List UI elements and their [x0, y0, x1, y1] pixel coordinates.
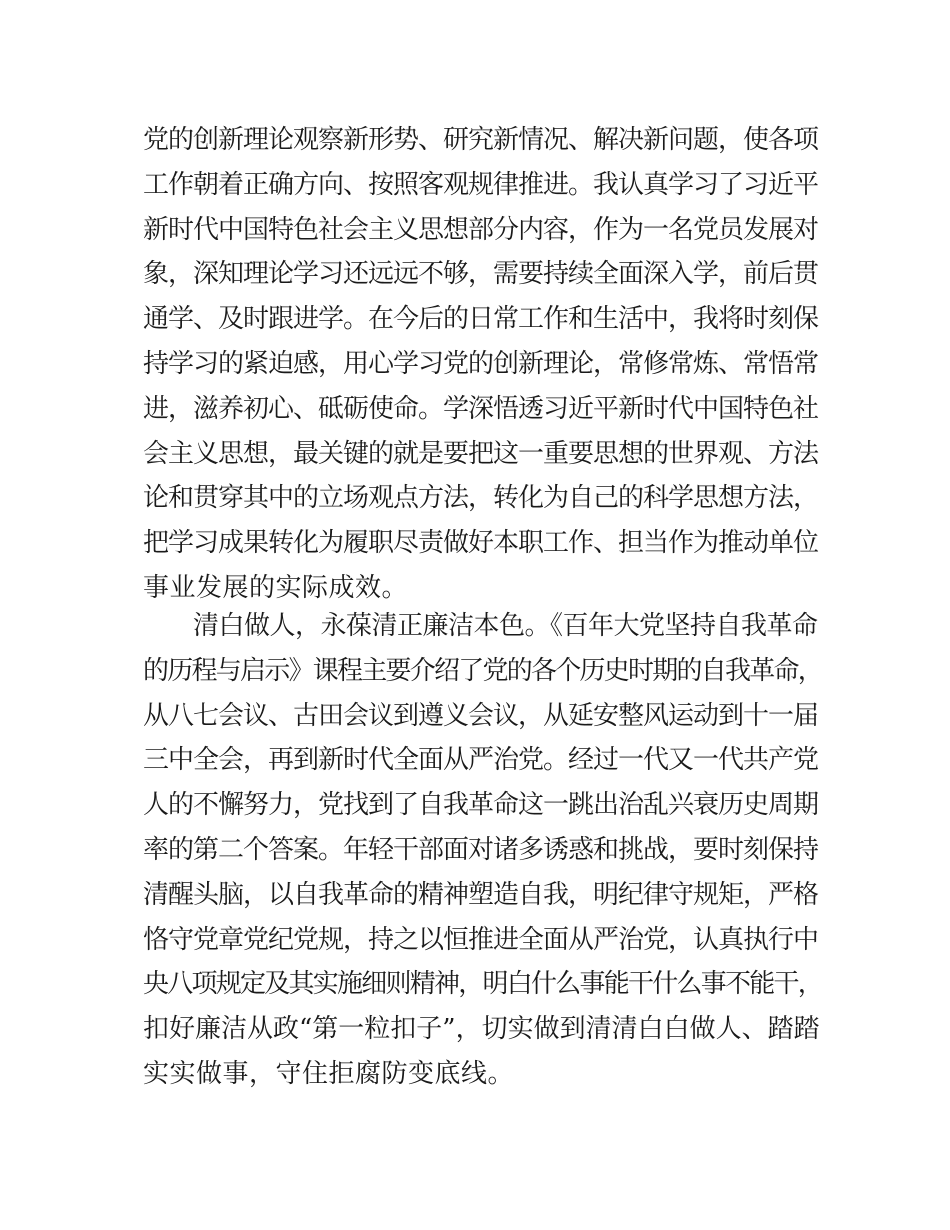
paragraph-line: 扣好廉洁从政“第一粒扣子”，切实做到清清白白做人、踏踏	[143, 1014, 820, 1045]
paragraph-line: 论和贯穿其中的立场观点方法，转化为自己的科学思想方法，	[143, 483, 819, 514]
paragraph-theory-study	[143, 118, 823, 611]
paragraph-line: 进，滋养初心、砥砺使命。学深悟透习近平新时代中国特色社	[143, 393, 819, 424]
paragraph-line-first: 清白做人，永葆清正廉洁本色。《百年大党坚持自我革命	[193, 611, 818, 641]
paragraph-line: 新时代中国特色社会主义思想部分内容，作为一名党员发展对	[143, 214, 819, 245]
paragraph-line: 人的不懈努力，党找到了自我革命这一跳出治乱兴衰历史周期	[143, 790, 819, 821]
paragraph-line: 把学习成果转化为履职尽责做好本职工作、担当作为推动单位	[143, 528, 819, 559]
paragraph-line: 象，深知理论学习还远远不够，需要持续全面深入学，前后贯	[143, 259, 819, 290]
paragraph-line: 持学习的紧迫感，用心学习党的创新理论，常修常炼、常悟常	[143, 348, 819, 379]
paragraph-line: 党的创新理论观察新形势、研究新情况、解决新问题，使各项	[143, 125, 819, 155]
paragraph-line: 的历程与启示》课程主要介绍了党的各个历史时期的自我革命，	[143, 655, 823, 686]
paragraph-line: 清醒头脑，以自我革命的精神塑造自我，明纪律守规矩，严格	[143, 879, 819, 910]
paragraph-integrity	[143, 604, 823, 1097]
paragraph-line: 央八项规定及其实施细则精神，明白什么事能干什么事不能干，	[143, 969, 823, 1000]
paragraph-line: 从八七会议、古田会议到遵义会议，从延安整风运动到十一届	[143, 700, 819, 731]
paragraph-line: 通学、及时跟进学。在今后的日常工作和生活中，我将时刻保	[143, 304, 819, 335]
paragraph-line: 实实做事，守住拒腐防变底线。	[143, 1058, 515, 1089]
paragraph-line: 事业发展的实际成效。	[143, 572, 409, 603]
paragraph-line: 恪守党章党纪党规，持之以恒推进全面从严治党，认真执行中	[143, 924, 819, 955]
paragraph-line: 率的第二个答案。年轻干部面对诸多诱惑和挑战，要时刻保持	[143, 834, 819, 865]
paragraph-line: 会主义思想，最关键的就是要把这一重要思想的世界观、方法	[143, 438, 819, 469]
paragraph-line: 三中全会，再到新时代全面从严治党。经过一代又一代共产党	[143, 745, 819, 776]
paragraph-line: 工作朝着正确方向、按照客观规律推进。我认真学习了习近平	[143, 169, 819, 200]
